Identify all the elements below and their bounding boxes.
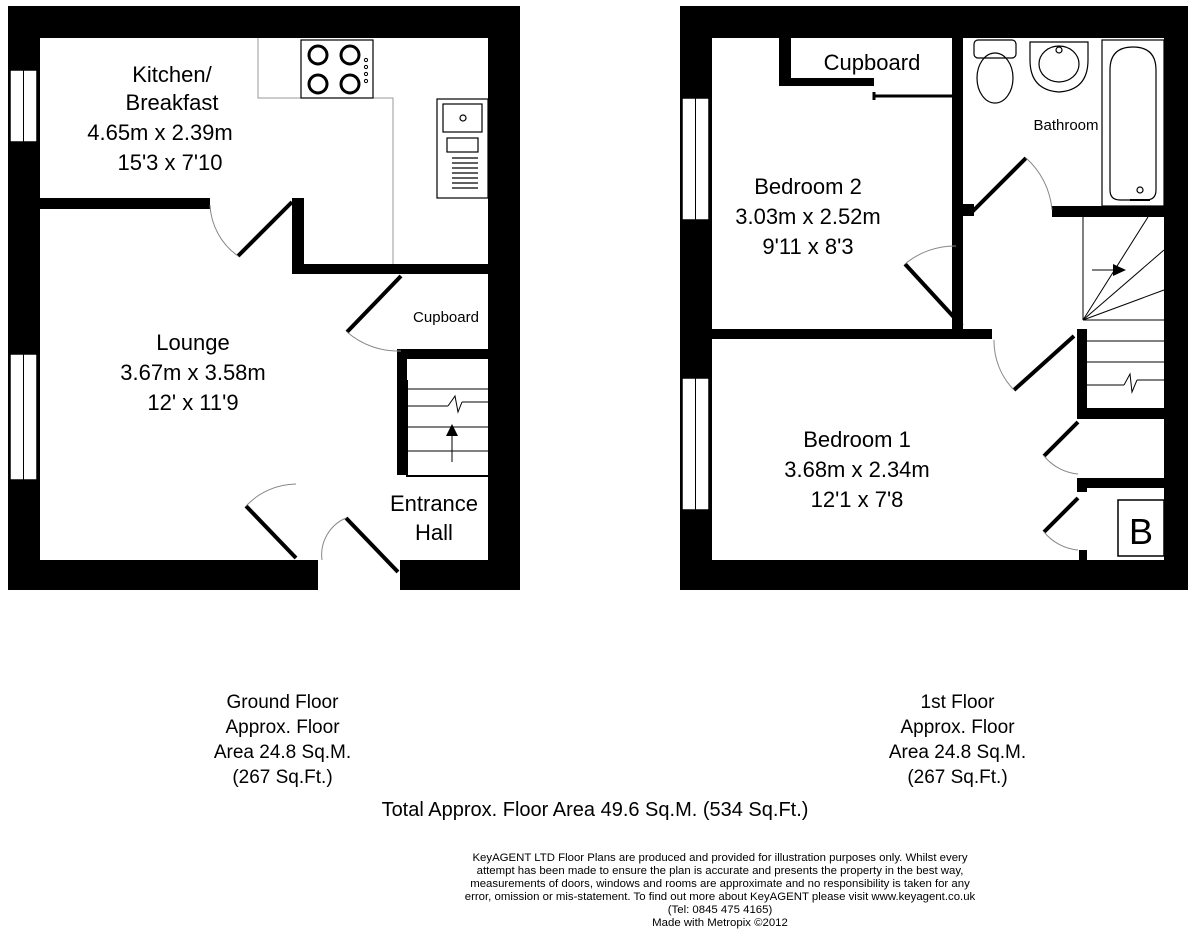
bedroom1-name: Bedroom 1 — [803, 427, 911, 452]
disclaimer-line4: error, omission or mis-statement. To find out more about KeyAGENT please visit www.keyagent.co.uk — [464, 891, 976, 903]
lounge-dimensions-imperial: 12' x 11'9 — [147, 390, 239, 415]
disclaimer-line5: (Tel: 0845 475 4165) — [667, 904, 773, 916]
ground-caption-line3: Area 24.8 Sq.M. — [213, 742, 352, 763]
bathtub-icon — [1102, 40, 1164, 206]
ground-floor-doors — [210, 202, 401, 572]
disclaimer-text — [420, 852, 1020, 930]
hob-icon — [301, 40, 373, 98]
boiler-label: B — [1128, 511, 1154, 552]
bedroom1-dimensions-imperial: 12'1 x 7'8 — [810, 487, 904, 512]
ground-floor-staircase — [407, 380, 488, 476]
boiler-box — [1118, 500, 1164, 556]
first-caption-line3: Area 24.8 Sq.M. — [888, 742, 1027, 763]
lounge-name: Lounge — [156, 330, 230, 355]
first-caption-line4: (267 Sq.Ft.) — [907, 767, 1008, 788]
basin-icon — [1030, 42, 1088, 92]
first-cupboard-label: Cupboard — [823, 50, 921, 75]
bathroom-label: Bathroom — [1033, 117, 1099, 134]
entrance-hall-line2: Hall — [415, 520, 453, 545]
disclaimer-line3: measurements of doors, windows and rooms are approximate and no responsibility is taken for any — [470, 878, 970, 890]
first-caption-line2: Approx. Floor — [900, 717, 1015, 738]
lounge-dimensions-metric: 3.67m x 3.58m — [120, 360, 266, 385]
toilet-icon — [974, 40, 1016, 103]
kitchen-dimensions-metric: 4.65m x 2.39m — [87, 120, 233, 145]
ground-floor-plan — [8, 6, 520, 590]
total-floor-area: Total Approx. Floor Area 49.6 Sq.M. (534 Sq.Ft.) — [381, 799, 809, 821]
cupboard-door-sliders — [874, 92, 952, 100]
kitchen-sink-icon — [437, 99, 488, 198]
ground-caption-line2: Approx. Floor — [225, 717, 340, 738]
kitchen-name-line2: Breakfast — [125, 90, 219, 115]
bedroom1-dimensions-metric: 3.68m x 2.34m — [784, 457, 930, 482]
disclaimer-line1: KeyAGENT LTD Floor Plans are produced and provided for illustration purposes only. Whilst every — [472, 852, 968, 864]
bedroom2-dimensions-imperial: 9'11 x 8'3 — [762, 234, 854, 259]
ground-caption-line4: (267 Sq.Ft.) — [232, 767, 333, 788]
kitchen-name-line1: Kitchen/ — [132, 62, 212, 87]
ground-floor-internal-walls — [38, 198, 488, 475]
ground-cupboard-label: Cupboard — [413, 309, 479, 326]
disclaimer-line6: Made with Metropix ©2012 — [652, 917, 788, 929]
bedroom2-dimensions-metric: 3.03m x 2.52m — [735, 204, 881, 229]
ground-floor-room-labels — [87, 62, 479, 545]
first-floor-area-caption — [825, 690, 1090, 790]
entrance-hall-line1: Entrance — [389, 491, 479, 516]
kitchen-dimensions-imperial: 15'3 x 7'10 — [117, 150, 223, 175]
first-caption-line1: 1st Floor — [920, 692, 995, 713]
ground-floor-area-caption — [150, 690, 415, 790]
ground-caption-line1: Ground Floor — [226, 692, 339, 713]
first-floor-staircase — [1083, 217, 1164, 392]
first-floor-plan — [680, 6, 1188, 590]
bedroom2-name: Bedroom 2 — [754, 174, 862, 199]
first-floor-room-labels — [735, 50, 1098, 512]
disclaimer-line2: attempt has been made to ensure the plan is accurate and presents the property in the best way, — [476, 865, 964, 877]
